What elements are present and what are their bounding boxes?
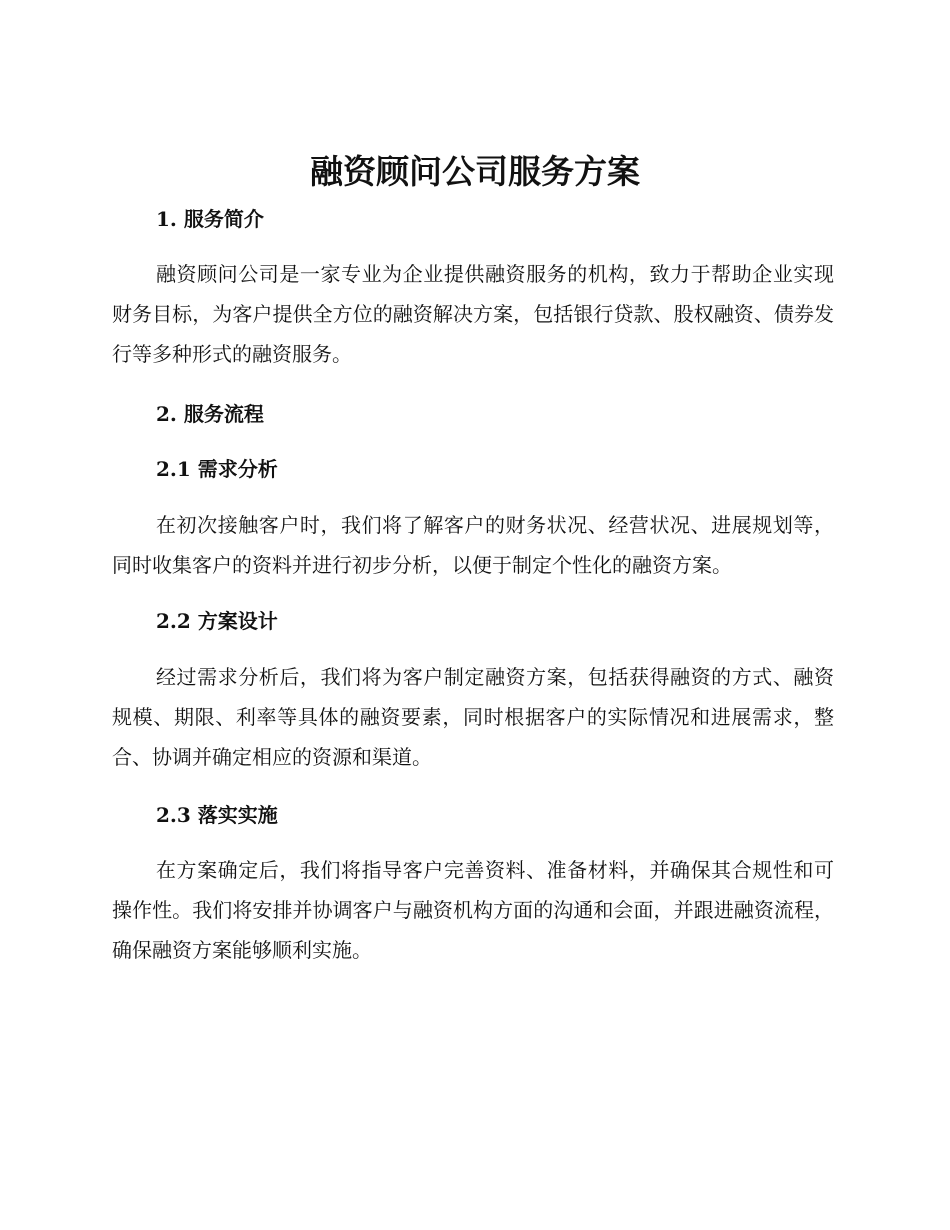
section-heading-service-intro: 1. 服务简介 xyxy=(156,207,264,231)
section-heading-implementation: 2.3 落实实施 xyxy=(156,803,278,827)
section-heading-service-process: 2. 服务流程 xyxy=(156,402,264,426)
section-paragraph-needs-analysis: 在初次接触客户时，我们将了解客户的财务状况、经营状况、进展规划等，同时收集客户的资料并进行初步分析，以便于制定个性化的融资方案。 xyxy=(112,513,834,577)
section-paragraph-plan-design: 经过需求分析后，我们将为客户制定融资方案，包括获得融资的方式、融资规模、期限、利率等具体的融资要素，同时根据客户的实际情况和进展需求，整合、协调并确定相应的资源和渠道。 xyxy=(112,665,834,769)
section-paragraph-implementation: 在方案确定后，我们将指导客户完善资料、准备材料，并确保其合规性和可操作性。我们将安排并协调客户与融资机构方面的沟通和会面，并跟进融资流程，确保融资方案能够顺利实施。 xyxy=(112,858,834,962)
section-heading-needs-analysis: 2.1 需求分析 xyxy=(156,457,278,481)
document-title: 融资顾问公司服务方案 xyxy=(310,152,640,191)
section-paragraph-service-intro: 融资顾问公司是一家专业为企业提供融资服务的机构，致力于帮助企业实现财务目标，为客户提供全方位的融资解决方案，包括银行贷款、股权融资、债券发行等多种形式的融资服务。 xyxy=(112,262,834,366)
section-heading-plan-design: 2.2 方案设计 xyxy=(156,609,278,633)
